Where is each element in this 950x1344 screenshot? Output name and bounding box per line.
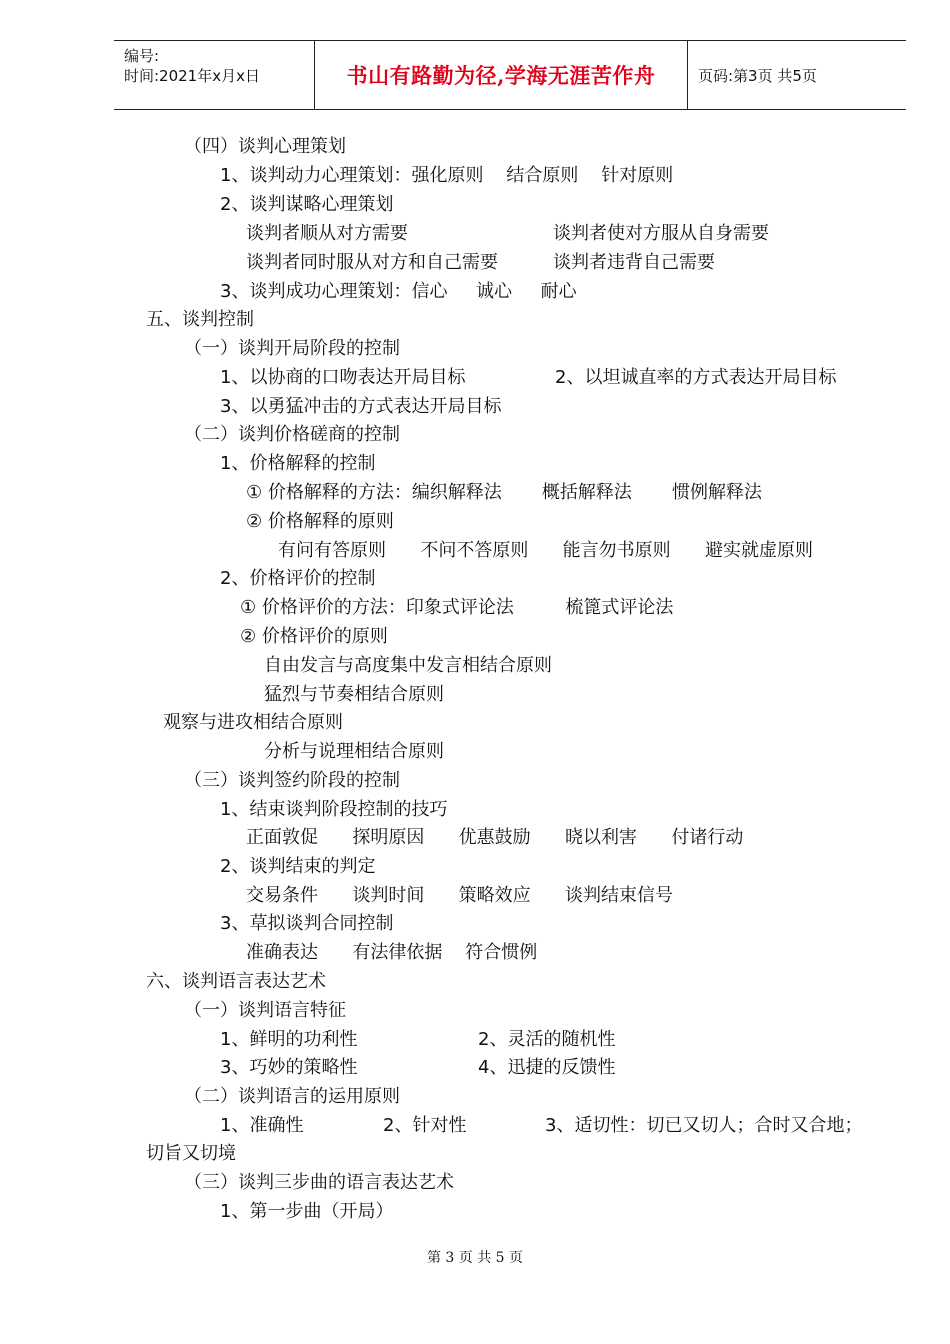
outline-item: 谈判者违背自己需要 <box>553 252 715 273</box>
outline-item: 2、灵活的随机性 <box>478 1029 616 1050</box>
page-footer: 第 3 页 共 5 页 <box>426 1250 524 1266</box>
outline-item: 3、巧妙的策略性 <box>220 1057 358 1078</box>
outline-item: 自由发言与高度集中发言相结合原则 <box>264 655 552 676</box>
outline-item: 1、第一步曲（开局） <box>220 1201 394 1222</box>
outline-item: 2、价格评价的控制 <box>220 568 376 589</box>
outline-item: 1、谈判动力心理策划：强化原则 结合原则 针对原则 <box>220 165 674 186</box>
chapter-heading: 六、谈判语言表达艺术 <box>146 971 326 992</box>
outline-item: ② 价格评价的原则 <box>240 626 388 647</box>
outline-item: 1、价格解释的控制 <box>220 453 376 474</box>
outline-item: 准确表达 有法律依据 符合惯例 <box>246 942 538 963</box>
outline-item: 猛烈与节奏相结合原则 <box>264 684 444 705</box>
outline-item: 2、谈判谋略心理策划 <box>220 194 394 215</box>
section-heading: （二）谈判价格磋商的控制 <box>184 424 400 445</box>
outline-item: 观察与进攻相结合原则 <box>163 712 343 733</box>
outline-item: 2、谈判结束的判定 <box>220 856 376 877</box>
section-heading: （一）谈判开局阶段的控制 <box>184 338 400 359</box>
section-heading: （三）谈判签约阶段的控制 <box>184 770 400 791</box>
page-header <box>114 40 906 110</box>
section-heading: （二）谈判语言的运用原则 <box>184 1086 400 1107</box>
header-page-cell <box>688 41 906 109</box>
outline-item: ① 价格解释的方法：编织解释法 概括解释法 惯例解释法 <box>246 482 762 503</box>
outline-item: ① 价格评价的方法：印象式评论法 梳篦式评论法 <box>240 597 674 618</box>
section-heading: （四）谈判心理策划 <box>184 136 346 157</box>
outline-item: 谈判者顺从对方需要 <box>246 223 408 244</box>
outline-item: 4、迅捷的反馈性 <box>478 1057 616 1078</box>
outline-item: 1、准确性 <box>220 1115 304 1136</box>
outline-item: 3、以勇猛冲击的方式表达开局目标 <box>220 396 502 417</box>
time-label: 时间:2021年x月x日 <box>124 67 260 85</box>
outline-item: 2、以坦诚直率的方式表达开局目标 <box>555 367 837 388</box>
serial-label: 编号: <box>124 47 160 65</box>
outline-item: 1、鲜明的功利性 <box>220 1029 358 1050</box>
outline-item: 1、结束谈判阶段控制的技巧 <box>220 799 448 820</box>
chapter-heading: 五、谈判控制 <box>146 309 254 330</box>
outline-item: 3、适切性：切已又切人；合时又合地； <box>545 1115 863 1136</box>
header-motto-cell <box>315 41 688 109</box>
section-heading: （三）谈判三步曲的语言表达艺术 <box>184 1172 454 1193</box>
header-meta-cell <box>114 41 315 109</box>
page-info: 页码:第3页 共5页 <box>698 66 817 85</box>
section-heading: （一）谈判语言特征 <box>184 1000 346 1021</box>
outline-item: 3、谈判成功心理策划：信心 诚心 耐心 <box>220 281 577 302</box>
outline-item: 交易条件 谈判时间 策略效应 谈判结束信号 <box>246 885 673 906</box>
outline-item: 谈判者同时服从对方和自己需要 <box>246 252 498 273</box>
motto: 书山有路勤为径,学海无涯苦作舟 <box>346 63 656 88</box>
outline-item: 有问有答原则 不问不答原则 能言勿书原则 避实就虚原则 <box>278 540 813 561</box>
outline-item: ② 价格解释的原则 <box>246 511 394 532</box>
outline-item: 1、以协商的口吻表达开局目标 <box>220 367 466 388</box>
outline-item: 3、草拟谈判合同控制 <box>220 913 394 934</box>
outline-item: 谈判者使对方服从自身需要 <box>553 223 769 244</box>
outline-item: 正面敦促 探明原因 优惠鼓励 晓以利害 付诸行动 <box>246 827 744 848</box>
outline-item: 分析与说理相结合原则 <box>264 741 444 762</box>
outline-item: 2、针对性 <box>383 1115 467 1136</box>
outline-item: 切旨又切境 <box>146 1143 236 1164</box>
